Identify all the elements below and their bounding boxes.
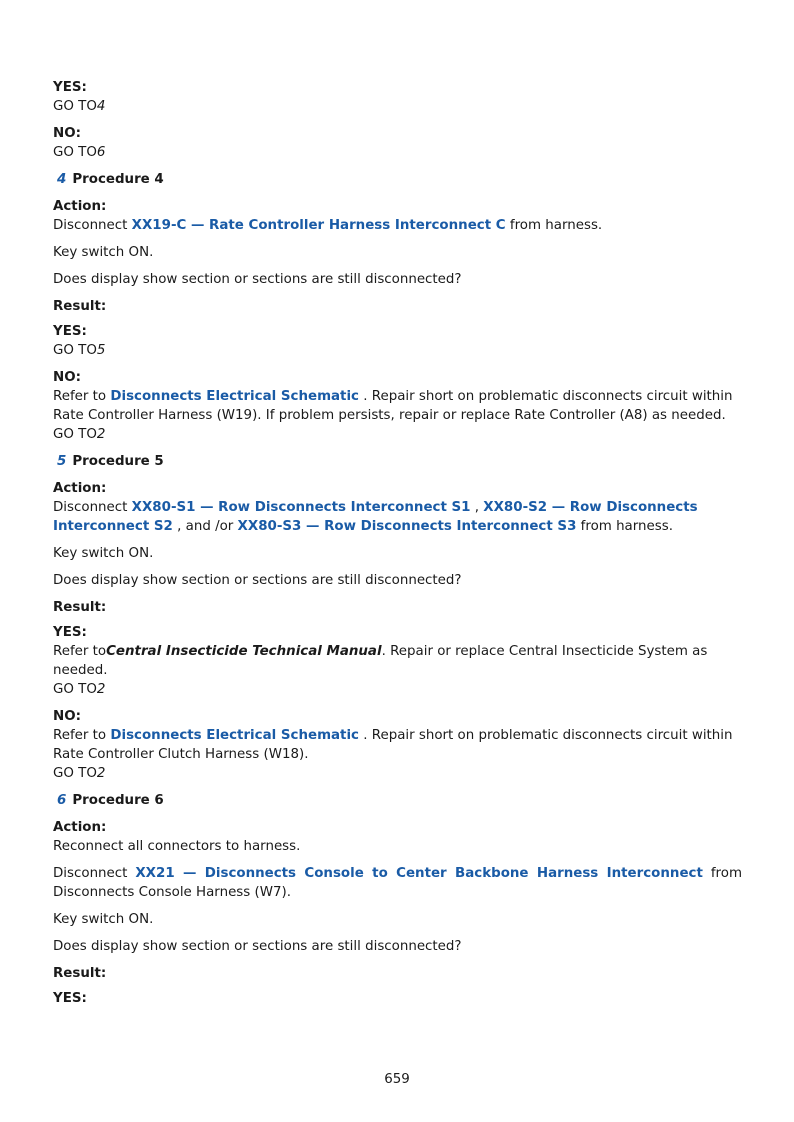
result-label: Result: bbox=[53, 600, 107, 615]
yes-label: YES: bbox=[53, 625, 87, 640]
action-label: Action: bbox=[53, 481, 107, 496]
goto-step-link[interactable]: 2 bbox=[96, 766, 106, 781]
goto-step-link[interactable]: 6 bbox=[96, 145, 106, 160]
yes-label: YES: bbox=[53, 991, 87, 1006]
key-switch-text: Key switch ON. bbox=[53, 912, 154, 927]
procedure-number[interactable]: 5 bbox=[57, 454, 67, 469]
goto-text: GO TO bbox=[53, 682, 97, 697]
result-label: Result: bbox=[53, 299, 107, 314]
procedure-4-heading bbox=[53, 170, 742, 189]
connector-link[interactable]: XX80-S2 — Row Disconnects Interconnect S2 bbox=[53, 500, 698, 534]
text-span: Refer to bbox=[53, 644, 107, 659]
goto-step-link[interactable]: 4 bbox=[96, 99, 106, 114]
text-span: Disconnect bbox=[53, 218, 132, 233]
goto-line bbox=[53, 143, 742, 162]
document-body bbox=[53, 78, 742, 1008]
manual-reference: Central Insecticide Technical Manual bbox=[106, 644, 382, 659]
text-span: from harness. bbox=[576, 519, 673, 534]
connector-link[interactable]: XX80-S1 — Row Disconnects Interconnect S1 bbox=[131, 500, 471, 515]
key-switch-text: Key switch ON. bbox=[53, 245, 154, 260]
action-label: Action: bbox=[53, 820, 107, 835]
procedure-5-heading bbox=[53, 452, 742, 471]
text-span: . Repair or replace Central Insecticide System as needed. bbox=[53, 644, 708, 678]
goto-line bbox=[53, 680, 742, 699]
procedure-number[interactable]: 6 bbox=[57, 793, 67, 808]
goto-step-link[interactable]: 5 bbox=[96, 343, 106, 358]
reconnect-text: Reconnect all connectors to harness. bbox=[53, 839, 301, 854]
connector-link[interactable]: XX21 — Disconnects Console to Center Backbone Harness Interconnect bbox=[135, 866, 703, 881]
goto-step-link[interactable]: 2 bbox=[96, 682, 106, 697]
yes-result-text bbox=[53, 642, 742, 680]
text-span: Refer to bbox=[53, 389, 111, 404]
goto-line bbox=[53, 764, 742, 783]
page-number: 659 bbox=[384, 1072, 410, 1087]
question-text: Does display show section or sections are still disconnected? bbox=[53, 939, 462, 954]
action-text bbox=[53, 498, 742, 536]
schematic-link[interactable]: Disconnects Electrical Schematic bbox=[110, 389, 359, 404]
action-text bbox=[53, 864, 742, 902]
no-label: NO: bbox=[53, 709, 81, 724]
goto-text: GO TO bbox=[53, 427, 97, 442]
connector-link[interactable]: XX19-C — Rate Controller Harness Interconnect C bbox=[131, 218, 506, 233]
goto-line bbox=[53, 425, 742, 444]
action-label: Action: bbox=[53, 199, 107, 214]
yes-label: YES: bbox=[53, 324, 87, 339]
no-result-text bbox=[53, 387, 742, 425]
text-span: from Disconnects Console Harness (W7). bbox=[53, 866, 742, 900]
text-span: Disconnect bbox=[53, 866, 136, 881]
goto-text: GO TO bbox=[53, 145, 97, 160]
goto-text: GO TO bbox=[53, 99, 97, 114]
goto-text: GO TO bbox=[53, 766, 97, 781]
no-result-text bbox=[53, 726, 742, 764]
goto-line bbox=[53, 341, 742, 360]
text-span: , bbox=[470, 500, 484, 515]
procedure-title: Procedure 6 bbox=[72, 793, 164, 808]
action-text bbox=[53, 216, 742, 235]
procedure-number[interactable]: 4 bbox=[57, 172, 67, 187]
text-span: Refer to bbox=[53, 728, 111, 743]
goto-step-link[interactable]: 2 bbox=[96, 427, 106, 442]
text-span: , and /or bbox=[172, 519, 238, 534]
key-switch-text: Key switch ON. bbox=[53, 546, 154, 561]
text-span: Disconnect bbox=[53, 500, 132, 515]
goto-line bbox=[53, 97, 742, 116]
text-span: from harness. bbox=[505, 218, 603, 233]
yes-label: YES: bbox=[53, 80, 87, 95]
schematic-link[interactable]: Disconnects Electrical Schematic bbox=[110, 728, 359, 743]
question-text: Does display show section or sections are still disconnected? bbox=[53, 272, 462, 287]
connector-link[interactable]: XX80-S3 — Row Disconnects Interconnect S3 bbox=[237, 519, 577, 534]
procedure-title: Procedure 4 bbox=[72, 172, 164, 187]
procedure-6-heading bbox=[53, 791, 742, 810]
no-label: NO: bbox=[53, 126, 81, 141]
no-label: NO: bbox=[53, 370, 81, 385]
goto-text: GO TO bbox=[53, 343, 97, 358]
procedure-title: Procedure 5 bbox=[72, 454, 164, 469]
text-span: . Repair short on problematic disconnects circuit within Rate Controller Harness (W19). If problem persists, repair or replace Rate Controller (A8) as needed. bbox=[53, 389, 733, 423]
text-span: . Repair short on problematic disconnects circuit within Rate Controller Clutch Harness (W18). bbox=[53, 728, 733, 762]
result-label: Result: bbox=[53, 966, 107, 981]
question-text: Does display show section or sections are still disconnected? bbox=[53, 573, 462, 588]
